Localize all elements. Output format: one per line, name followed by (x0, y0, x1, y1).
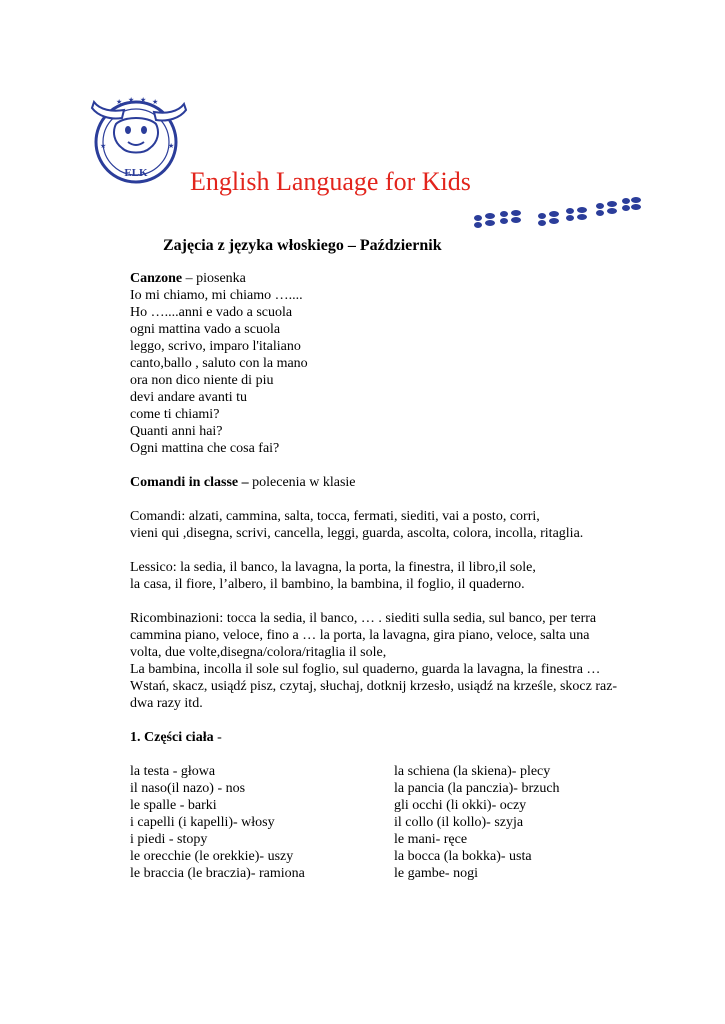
vocabulary-item: le spalle - barki (130, 798, 217, 813)
vocabulary-item: le orecchie (le orekkie)- uszy (130, 849, 294, 864)
vocabulary-item: gli occhi (li okki)- oczy (394, 798, 527, 813)
canzone-line: Ogni mattina che cosa fai? (130, 441, 280, 456)
vocabulary-item: la testa - głowa (130, 764, 216, 779)
body-parts-title (130, 729, 650, 746)
svg-text:★: ★ (128, 96, 135, 104)
elk-logo (86, 90, 190, 186)
brand-title: English Language for Kids (190, 167, 471, 196)
lessico-line: la casa, il fiore, l’albero, il bambino, la bambina, il foglio, il quaderno. (130, 577, 525, 592)
body-parts-label: 1. Części ciała (130, 730, 214, 745)
canzone-label: Canzone (130, 271, 183, 286)
vocabulary-table (130, 763, 650, 882)
canzone-line: Quanti anni hai? (130, 424, 223, 439)
ricombinazioni-line: volta, due volte,disegna/colora/ritaglia il sole, (130, 645, 387, 660)
comandi-title (130, 474, 650, 491)
document-body (130, 270, 650, 882)
canzone-line: ora non dico niente di piu (130, 373, 274, 388)
svg-text:★: ★ (100, 142, 107, 150)
vocabulary-item: le gambe- nogi (394, 866, 478, 881)
vocabulary-item: il naso(il nazo) - nos (130, 781, 246, 796)
comandi-line: Comandi: alzati, cammina, salta, tocca, fermati, siediti, vai a posto, corri, (130, 509, 540, 524)
ricombinazioni-line: dwa razy itd. (130, 696, 203, 711)
vocabulary-item: la pancia (la panczia)- brzuch (394, 781, 560, 796)
canzone-line: Io mi chiamo, mi chiamo ….... (130, 288, 303, 303)
svg-text:★: ★ (168, 142, 175, 150)
vocabulary-item: le mani- ręce (394, 832, 468, 847)
canzone-line: canto,ballo , saluto con la mano (130, 356, 308, 371)
canzone-line: devi andare avanti tu (130, 390, 248, 405)
vocabulary-column-left (130, 763, 394, 882)
canzone-line: Ho …....anni e vado a scuola (130, 305, 293, 320)
footprints-icon (470, 192, 642, 234)
ricombinazioni-line: cammina piano, veloce, fino a … la porta, la lavagna, gira piano, veloce, salta una (130, 628, 590, 643)
comandi-label-suffix: polecenia w klasie (252, 475, 356, 490)
vocabulary-item: la schiena (la skiena)- plecy (394, 764, 551, 779)
body-parts-label-suffix: - (213, 730, 222, 745)
canzone-label-suffix: – piosenka (182, 271, 246, 286)
canzone-line: leggo, scrivo, imparo l'italiano (130, 339, 301, 354)
vocabulary-column-right (394, 763, 644, 882)
canzone-line: ogni mattina vado a scuola (130, 322, 281, 337)
canzone-line: come ti chiami? (130, 407, 220, 422)
svg-text:★: ★ (152, 98, 159, 106)
vocabulary-item: le braccia (le braczia)- ramiona (130, 866, 305, 881)
vocabulary-item: i piedi - stopy (130, 832, 208, 847)
ricombinazioni-line: La bambina, incolla il sole sul foglio, sul quaderno, guarda la lavagna, la finestra … (130, 662, 601, 677)
vocabulary-item: la bocca (la bokka)- usta (394, 849, 532, 864)
page-heading: Zajęcia z języka włoskiego – Październik (163, 237, 442, 254)
svg-text:★: ★ (116, 98, 123, 106)
vocabulary-item: il collo (il kollo)- szyja (394, 815, 524, 830)
ricombinazioni-line: Wstań, skacz, usiądź pisz, czytaj, słuchaj, dotknij krzesło, usiądź na krześle, skocz raz- (130, 679, 618, 694)
lessico-line: Lessico: la sedia, il banco, la lavagna, la porta, la finestra, il libro,il sole, (130, 560, 536, 575)
svg-text:★: ★ (140, 96, 147, 104)
comandi-line: vieni qui ,disegna, scrivi, cancella, leggi, guarda, ascolta, colora, incolla, ritaglia. (130, 526, 584, 541)
comandi-label: Comandi in classe – (130, 475, 253, 490)
logo-text: ELK (124, 167, 148, 179)
ricombinazioni-line: Ricombinazioni: tocca la sedia, il banco, … . siediti sulla sedia, sul banco, per terra (130, 611, 597, 626)
vocabulary-item: i capelli (i kapelli)- włosy (130, 815, 275, 830)
canzone-title (130, 270, 650, 287)
